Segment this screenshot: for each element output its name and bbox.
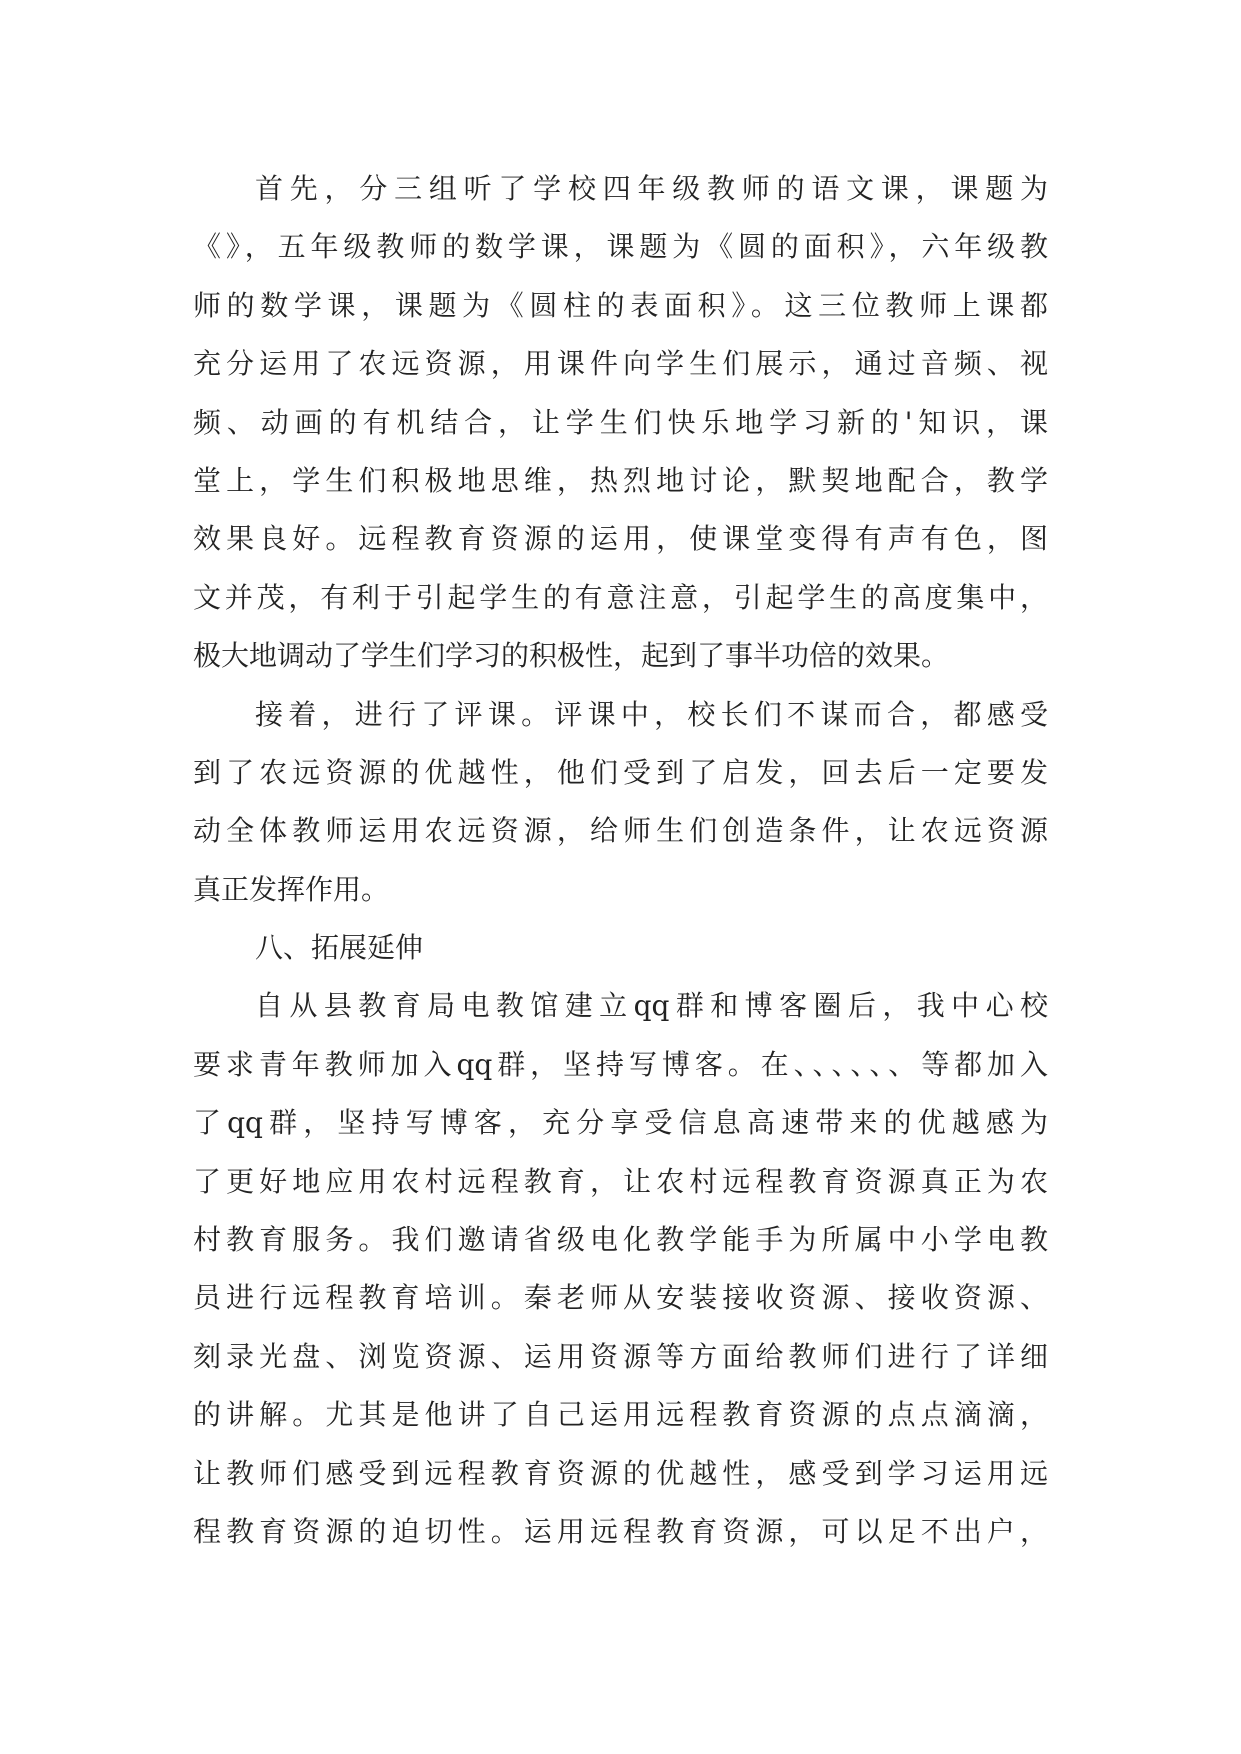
- text-line: 《》，五年级教师的数学课，课题为《圆的面积》，六年级教: [193, 230, 1048, 264]
- text-line: 村教育服务。我们邀请省级电化教学能手为所属中小学电教: [193, 1223, 1048, 1257]
- section-heading: [193, 919, 1048, 977]
- text-line: 程教育资源的迫切性。运用远程教育资源，可以足不出户，: [193, 1514, 1048, 1548]
- paragraph-extension: [193, 977, 1048, 1561]
- text-line: 了更好地应用农村远程教育，让农村远程教育资源真正为农: [193, 1164, 1048, 1198]
- text-line: 自从县教育局电教馆建立qq群和博客圈后，我中心校: [255, 989, 1048, 1023]
- text-line: 堂上，学生们积极地思维，热烈地讨论，默契地配合，教学: [193, 463, 1048, 497]
- text-line: 首先，分三组听了学校四年级教师的语文课，课题为: [255, 172, 1048, 205]
- paragraph-lesson-observation: [193, 160, 1048, 686]
- text-line: 效果良好。远程教育资源的运用，使课堂变得有声有色，图: [193, 522, 1048, 556]
- text-line: 动全体教师运用农远资源，给师生们创造条件，让农远资源: [193, 814, 1048, 848]
- text-line: 要求青年教师加入qq群，坚持写博客。在、、、、、、等都加入: [193, 1047, 1048, 1081]
- text-line: 频、动画的有机结合，让学生们快乐地学习新的'知识，课: [193, 405, 1048, 439]
- text-line: 到了农远资源的优越性，他们受到了启发，回去后一定要发: [193, 755, 1048, 789]
- text-line: 了qq群，坚持写博客，充分享受信息高速带来的优越感为: [193, 1106, 1048, 1140]
- text-line: 极大地调动了学生们学习的积极性，起到了事半功倍的效果。: [193, 639, 950, 673]
- section-heading-text: 八、拓展延伸: [255, 931, 424, 965]
- text-line: 充分运用了农远资源，用课件向学生们展示，通过音频、视: [193, 347, 1048, 381]
- text-line: 刻录光盘、浏览资源、运用资源等方面给教师们进行了详细: [193, 1339, 1048, 1373]
- text-line: 师的数学课，课题为《圆柱的表面积》。这三位教师上课都: [193, 288, 1048, 322]
- text-line: 文并茂，有利于引起学生的有意注意，引起学生的高度集中，: [193, 580, 1048, 614]
- paragraph-lesson-review: [193, 686, 1048, 920]
- document-body: [193, 160, 1048, 1561]
- text-line: 员进行远程教育培训。秦老师从安装接收资源、接收资源、: [193, 1281, 1048, 1315]
- text-line: 的讲解。尤其是他讲了自己运用远程教育资源的点点滴滴，: [193, 1398, 1048, 1432]
- text-line: 让教师们感受到远程教育资源的优越性，感受到学习运用远: [193, 1456, 1048, 1490]
- text-line: 真正发挥作用。: [193, 872, 390, 906]
- text-line: 接着，进行了评课。评课中，校长们不谋而合，都感受: [255, 697, 1048, 731]
